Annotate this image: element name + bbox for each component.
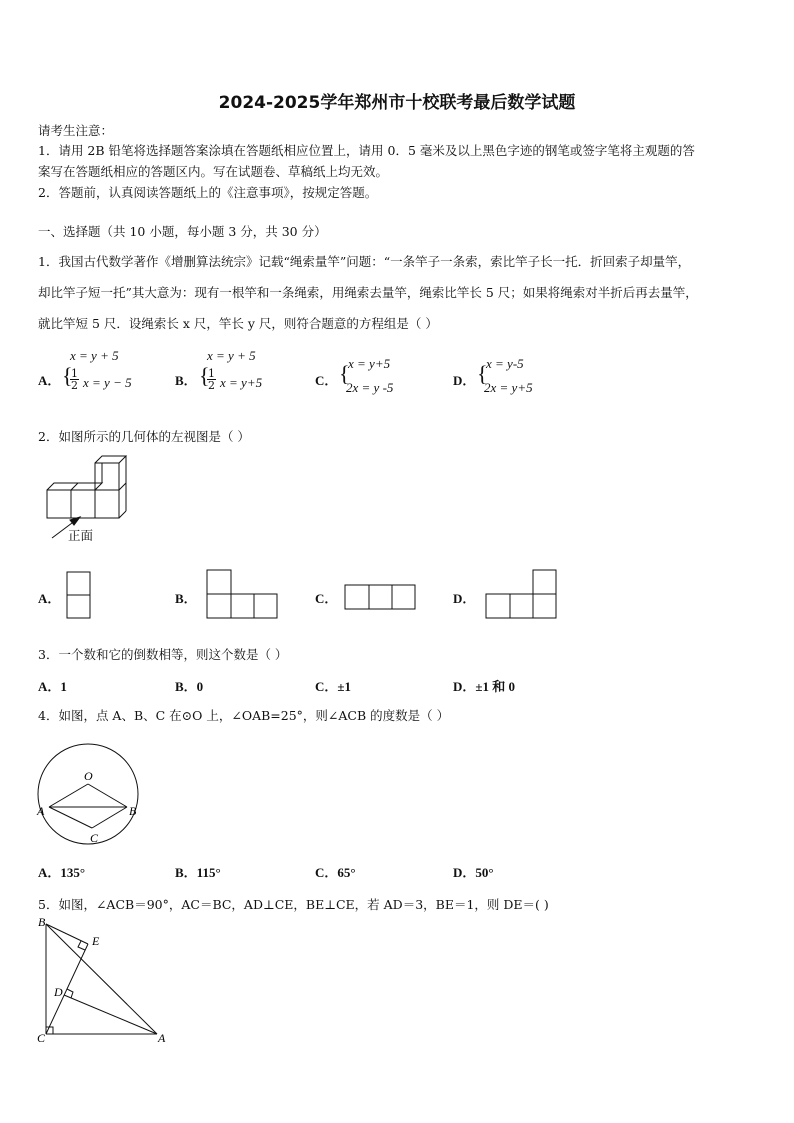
label-a: A <box>158 1031 166 1045</box>
q1-option-b[interactable] <box>175 346 295 406</box>
q4-option-b-value: 115° <box>196 865 221 880</box>
notice-line-1b: 案写在答题纸相应的答题区内。写在试题卷、草稿纸上均无效。 <box>38 164 389 179</box>
notice-heading: 请考生注意： <box>38 123 114 138</box>
q1-option-a-letter: A． <box>38 373 61 388</box>
q4-option-a-value: 135° <box>60 865 86 880</box>
q3-option-a[interactable] <box>38 676 67 695</box>
q1-option-c-eq1: x = y+5 <box>348 356 391 371</box>
q1-option-b-letter: B． <box>175 373 197 388</box>
circle-o <box>38 744 138 844</box>
q2-option-d[interactable] <box>453 568 563 620</box>
q1-line-2: 却比竿子短一托”其大意为：现有一根竿和一条绳索，用绳索去量竿，绳索比竿长 5 尺；如果将绳索对半折后再去量竿， <box>38 285 698 300</box>
q4-circle-figure <box>34 735 144 847</box>
label-e: E <box>92 934 100 948</box>
q4-option-b[interactable] <box>175 862 221 881</box>
q2-option-d-letter: D． <box>453 591 476 606</box>
q4-option-b-letter: B． <box>175 865 197 880</box>
label-c: C <box>37 1031 46 1045</box>
q5-text: 5．如图，∠ACB＝90°，AC＝BC，AD⊥CE，BE⊥CE，若 AD＝3，BE＝1，则 DE＝( ) <box>38 897 549 912</box>
q3-option-b-value: 0 <box>196 679 204 694</box>
q4-option-c-value: 65° <box>337 865 356 880</box>
q1-option-a-eq1: x = y + 5 <box>70 348 119 363</box>
q2-option-d-figure <box>485 569 559 621</box>
q3-option-a-value: 1 <box>60 679 67 694</box>
q3-option-a-letter: A． <box>38 679 61 694</box>
cube-front-face <box>95 490 119 518</box>
q2-option-a[interactable] <box>38 568 98 620</box>
q2-text: 2．如图所示的几何体的左视图是（ ） <box>38 429 250 444</box>
q4-option-d-letter: D． <box>453 865 476 880</box>
cube-front-face <box>47 490 71 518</box>
q3-option-b[interactable] <box>175 676 203 695</box>
q2-front-label: 正面 <box>68 528 94 543</box>
q1-line-1: 1．我国古代数学著作《增删算法统宗》记载“绳索量竿”问题：“一条竿子一条索，索比竿子长一托．折回索子却量竿， <box>38 254 691 269</box>
q1-option-d-eq2: 2x = y+5 <box>484 380 533 395</box>
q4-option-c-letter: C． <box>315 865 338 880</box>
brace-icon: { <box>199 363 210 388</box>
q1-line-3: 就比竿短 5 尺．设绳索长 x 尺，竿长 y 尺，则符合题意的方程组是（ ） <box>38 316 438 331</box>
q3-option-d-value: ±1 和 0 <box>475 679 516 694</box>
q4-option-a[interactable] <box>38 862 85 881</box>
label-b: B <box>38 915 46 929</box>
q1-option-d-eq1: x = y-5 <box>486 356 524 371</box>
page-title: 2024-2025学年郑州市十校联考最后数学试题 <box>218 93 576 113</box>
q4-text: 4．如图，点 A、B、C 在⊙O 上，∠OAB=25°，则∠ACB 的度数是（ ） <box>38 708 450 723</box>
q1-option-a-fraction <box>70 368 79 391</box>
q5-triangle-figure <box>34 914 174 1046</box>
fraction-denominator: 2 <box>208 379 215 392</box>
brace-icon: { <box>339 361 350 386</box>
q3-option-c-value: ±1 <box>337 679 352 694</box>
q4-option-c[interactable] <box>315 862 356 881</box>
q2-option-b-figure <box>206 569 280 621</box>
q1-option-b-eq2: x = y+5 <box>220 375 263 390</box>
q1-option-b-fraction <box>207 368 216 391</box>
q2-solid-figure <box>40 454 150 546</box>
label-b: B <box>129 804 137 818</box>
cube-front-face <box>71 490 95 518</box>
q1-option-a[interactable] <box>38 346 158 406</box>
q1-option-a-eq2: x = y − 5 <box>83 375 132 390</box>
q3-option-b-letter: B． <box>175 679 197 694</box>
q2-option-c[interactable] <box>315 568 425 620</box>
q1-option-c[interactable] <box>315 356 425 398</box>
label-d: D <box>54 985 63 999</box>
q3-option-d[interactable] <box>453 676 515 695</box>
q4-option-a-letter: A． <box>38 865 61 880</box>
fraction-denominator: 2 <box>71 379 78 392</box>
q1-option-c-eq2: 2x = y -5 <box>346 380 394 395</box>
fraction-numerator: 1 <box>71 367 78 380</box>
label-a: A <box>37 804 45 818</box>
notice-line-2: 2．答题前，认真阅读答题纸上的《注意事项》，按规定答题。 <box>38 185 378 200</box>
notice-line-1a: 1．请用 2B 铅笔将选择题答案涂填在答题纸相应位置上，请用 0．5 毫米及以上黑色字迹的钢笔或签字笔将主观题的答 <box>38 143 695 158</box>
label-c: C <box>90 831 99 845</box>
q1-option-d-letter: D． <box>453 373 476 388</box>
q3-option-c[interactable] <box>315 676 351 695</box>
q3-option-d-letter: D． <box>453 679 476 694</box>
q1-option-c-letter: C． <box>315 373 338 388</box>
q2-option-c-letter: C． <box>315 591 338 606</box>
section-heading: 一、选择题（共 10 小题，每小题 3 分，共 30 分） <box>38 224 327 239</box>
q2-option-b[interactable] <box>175 568 285 620</box>
q1-option-b-eq1: x = y + 5 <box>207 348 256 363</box>
q2-option-b-letter: B． <box>175 591 197 606</box>
brace-icon: { <box>477 361 488 386</box>
brace-icon: { <box>62 363 73 388</box>
q2-option-a-figure <box>66 571 92 621</box>
q3-option-c-letter: C． <box>315 679 338 694</box>
q1-option-d[interactable] <box>453 356 563 398</box>
label-o: O <box>84 769 93 783</box>
q4-option-d[interactable] <box>453 862 494 881</box>
q2-option-c-figure <box>344 584 418 612</box>
q4-option-d-value: 50° <box>475 865 494 880</box>
q3-text: 3．一个数和它的倒数相等，则这个数是（ ） <box>38 647 288 662</box>
q2-option-a-letter: A． <box>38 591 61 606</box>
fraction-numerator: 1 <box>208 367 215 380</box>
